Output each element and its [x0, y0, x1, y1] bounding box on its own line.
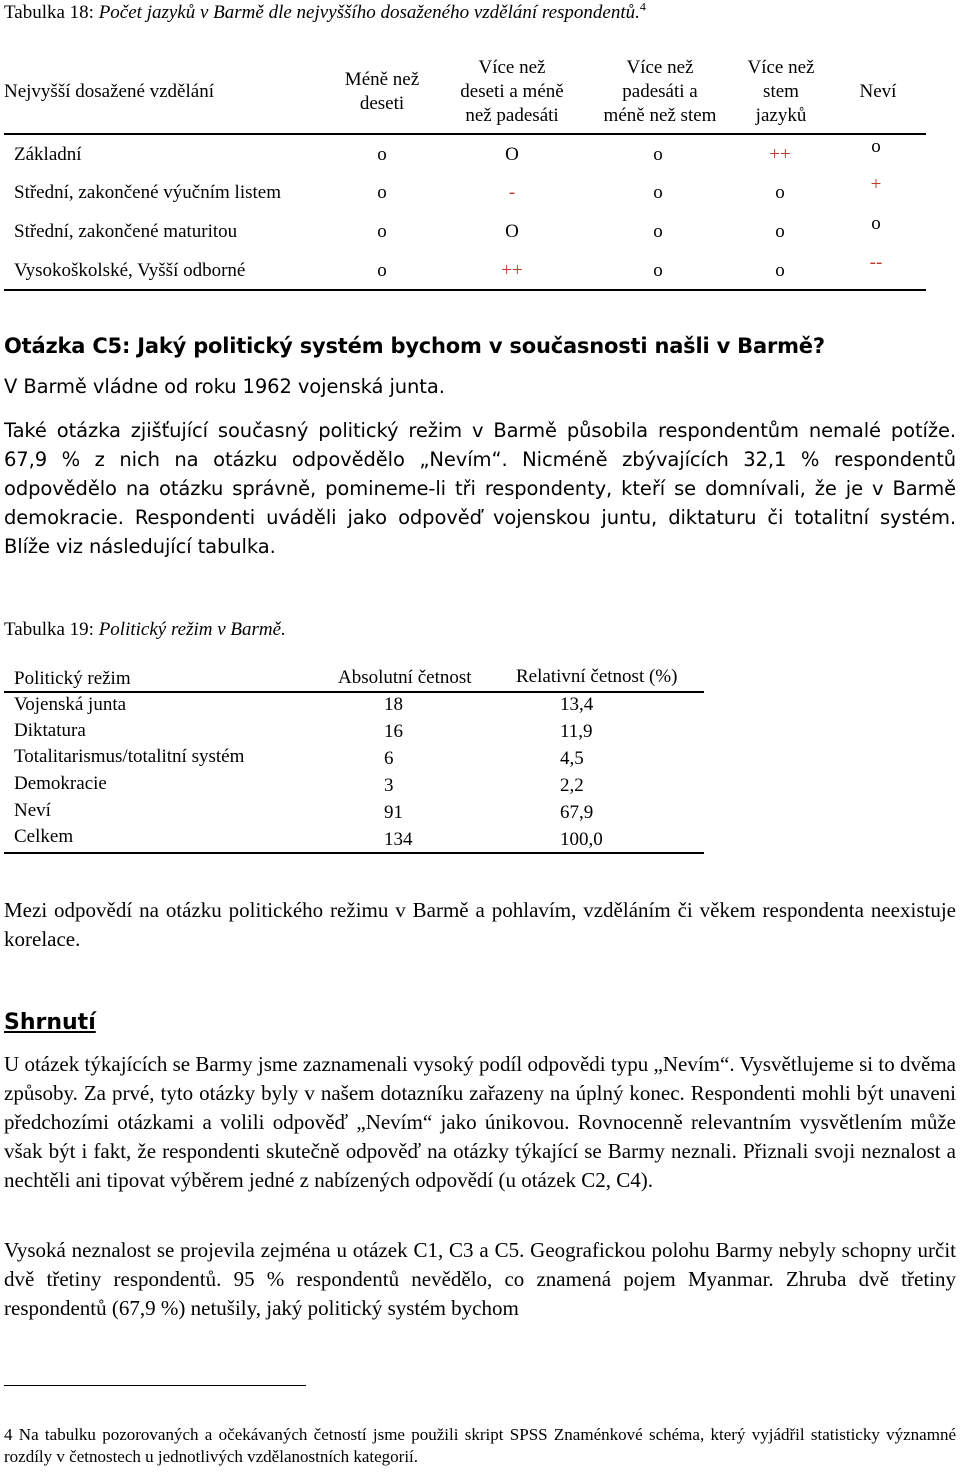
cell-relative: 67,9	[560, 802, 594, 823]
cell-c1: o	[377, 144, 387, 165]
table18-header-col5: Neví	[859, 81, 897, 102]
cell-absolute: 91	[384, 802, 403, 823]
header-line: Více než	[747, 57, 815, 78]
cell-absolute: 18	[384, 694, 403, 715]
cell-absolute: 16	[384, 721, 403, 742]
header-line: než padesáti	[465, 105, 559, 126]
paragraph-correlation: Mezi odpovědí na otázku politického režimu v Barmě a pohlavím, vzděláním či věkem respondenta neexistuje korelace.	[4, 898, 956, 951]
row-label: Neví	[14, 800, 51, 821]
row-label: Vojenská junta	[14, 694, 127, 715]
table19-caption	[4, 619, 286, 641]
row-label: Střední, zakončené maturitou	[14, 221, 238, 242]
row-label: Diktatura	[14, 720, 86, 741]
cell-c1: o	[377, 182, 387, 203]
table18-header-rule	[4, 133, 926, 135]
footnote-separator	[4, 1385, 306, 1386]
cell-relative: 4,5	[560, 748, 584, 769]
table18-header-col4	[734, 56, 828, 128]
header-line: stem	[763, 81, 799, 102]
summary-paragraph-1: U otázek týkajících se Barmy jsme zaznamenali vysoký podíl odpovědi typu „Nevím“. Vysvětlujeme si to dvěma způsoby. Za prvé, tyto otázky byly v našem dotazníku zařazeny na úplný konec. Respondenti mohli být unaveni předchozími otázkami a volili odpověď „Nevím“ jako únikovou. Rovnocenně relevantním vysvětlením může však být i fakt, že respondenti skutečně odpověď na otázky týkající se Barmy neznali. Přiznali svoji neznalost a nechtěli ani tipovat výběrem jedné z nabízených odpovědí (u otázek C2, C4).	[4, 1052, 956, 1192]
cell-relative: 13,4	[560, 694, 594, 715]
header-line: jazyků	[755, 105, 807, 126]
table19-header-relative: Relativní četnost (%)	[516, 666, 678, 687]
cell-c5: o	[871, 136, 881, 157]
table19-header-rule	[4, 691, 704, 693]
cell-c4: o	[775, 260, 785, 281]
cell-c5: --	[869, 252, 883, 273]
cell-relative: 11,9	[560, 721, 593, 742]
cell-c1: o	[377, 260, 387, 281]
cell-c3: o	[653, 260, 663, 281]
cell-relative: 100,0	[560, 829, 603, 850]
paragraph-regime: Také otázka zjišťující současný politický režim v Barmě působila respondentům nemalé potíže. 67,9 % z nich na otázku odpovědělo „Nevím“. Nicméně zbývajících 32,1 % respondentů odpovědělo na otázku správně, pomineme-li tři respondenty, kteří se domnívali, že je v Barmě demokracie. Respondenti uváděli jako odpověď vojenskou juntu, diktaturu či totalitní systém. Blíže viz následující tabulka.	[4, 419, 956, 558]
cell-c2: O	[505, 221, 519, 242]
row-label: Totalitarismus/totalitní systém	[14, 746, 245, 767]
header-line: deseti	[359, 93, 405, 114]
footnote: 4 Na tabulku pozorovaných a očekávaných četností jsme použili skript SPSS Znaménkové schéma, který vyjádřil statisticky významné rozdíly v četnostech u jednotlivých vzdělanostních kategorií.	[4, 1425, 956, 1466]
summary-heading: Shrnutí	[4, 1010, 96, 1035]
cell-c2: -	[508, 182, 516, 203]
cell-c3: o	[653, 144, 663, 165]
table18-header-col1	[326, 68, 438, 116]
row-label: Základní	[14, 144, 82, 165]
cell-absolute: 3	[384, 775, 394, 796]
header-line: méně než stem	[603, 105, 717, 126]
cell-absolute: 134	[384, 829, 413, 850]
question-heading: Otázka C5: Jaký politický systém bychom v současnosti našli v Barmě?	[4, 334, 825, 358]
table19-caption-title: Politický režim v Barmě.	[98, 619, 286, 640]
table18-caption-label: Tabulka 18:	[4, 2, 94, 23]
table19-caption-label: Tabulka 19:	[4, 619, 94, 640]
table18-header-col2	[446, 56, 578, 128]
header-line: Více než	[626, 57, 694, 78]
header-line: deseti a méně	[460, 81, 564, 102]
table18-bottom-rule	[4, 289, 926, 291]
cell-c2: ++	[501, 260, 523, 281]
table18-header-education: Nejvyšší dosažené vzdělání	[4, 81, 214, 102]
header-line: padesáti a	[622, 81, 698, 102]
row-label: Střední, zakončené výučním listem	[14, 182, 281, 203]
cell-c1: o	[377, 221, 387, 242]
paragraph-junta: V Barmě vládne od roku 1962 vojenská junta.	[4, 375, 445, 398]
cell-c5: o	[871, 213, 881, 234]
table18-header-col3	[590, 56, 730, 128]
header-line: Více než	[478, 57, 546, 78]
cell-absolute: 6	[384, 748, 394, 769]
cell-c5: +	[870, 174, 882, 195]
summary-paragraph-2: Vysoká neznalost se projevila zejména u otázek C1, C3 a C5. Geografickou polohu Barmy nebyly schopny určit dvě třetiny respondentů. 95 % respondentů nevědělo, co znamená pojem Myanmar. Zhruba dvě třetiny respondentů (67,9 %) netušily, jaký politický systém bychom	[4, 1238, 956, 1320]
footnote-ref: 4	[639, 0, 646, 14]
cell-relative: 2,2	[560, 775, 584, 796]
table19-bottom-rule	[4, 852, 704, 854]
table18-caption-title: Počet jazyků v Barmě dle nejvyššího dosaženého vzdělání respondentů.	[98, 2, 640, 23]
row-label: Demokracie	[14, 773, 107, 794]
cell-c4: o	[775, 182, 785, 203]
table19-header-absolute: Absolutní četnost	[338, 667, 472, 688]
table18-caption	[4, 2, 646, 24]
header-line: Méně než	[344, 69, 420, 90]
cell-c3: o	[653, 221, 663, 242]
row-label: Vysokoškolské, Vyšší odborné	[14, 260, 246, 281]
cell-c3: o	[653, 182, 663, 203]
cell-c2: O	[505, 144, 519, 165]
cell-c4: o	[775, 221, 785, 242]
row-label: Celkem	[14, 826, 74, 847]
cell-c4: ++	[769, 144, 791, 165]
table19-header-regime: Politický režim	[14, 668, 131, 689]
